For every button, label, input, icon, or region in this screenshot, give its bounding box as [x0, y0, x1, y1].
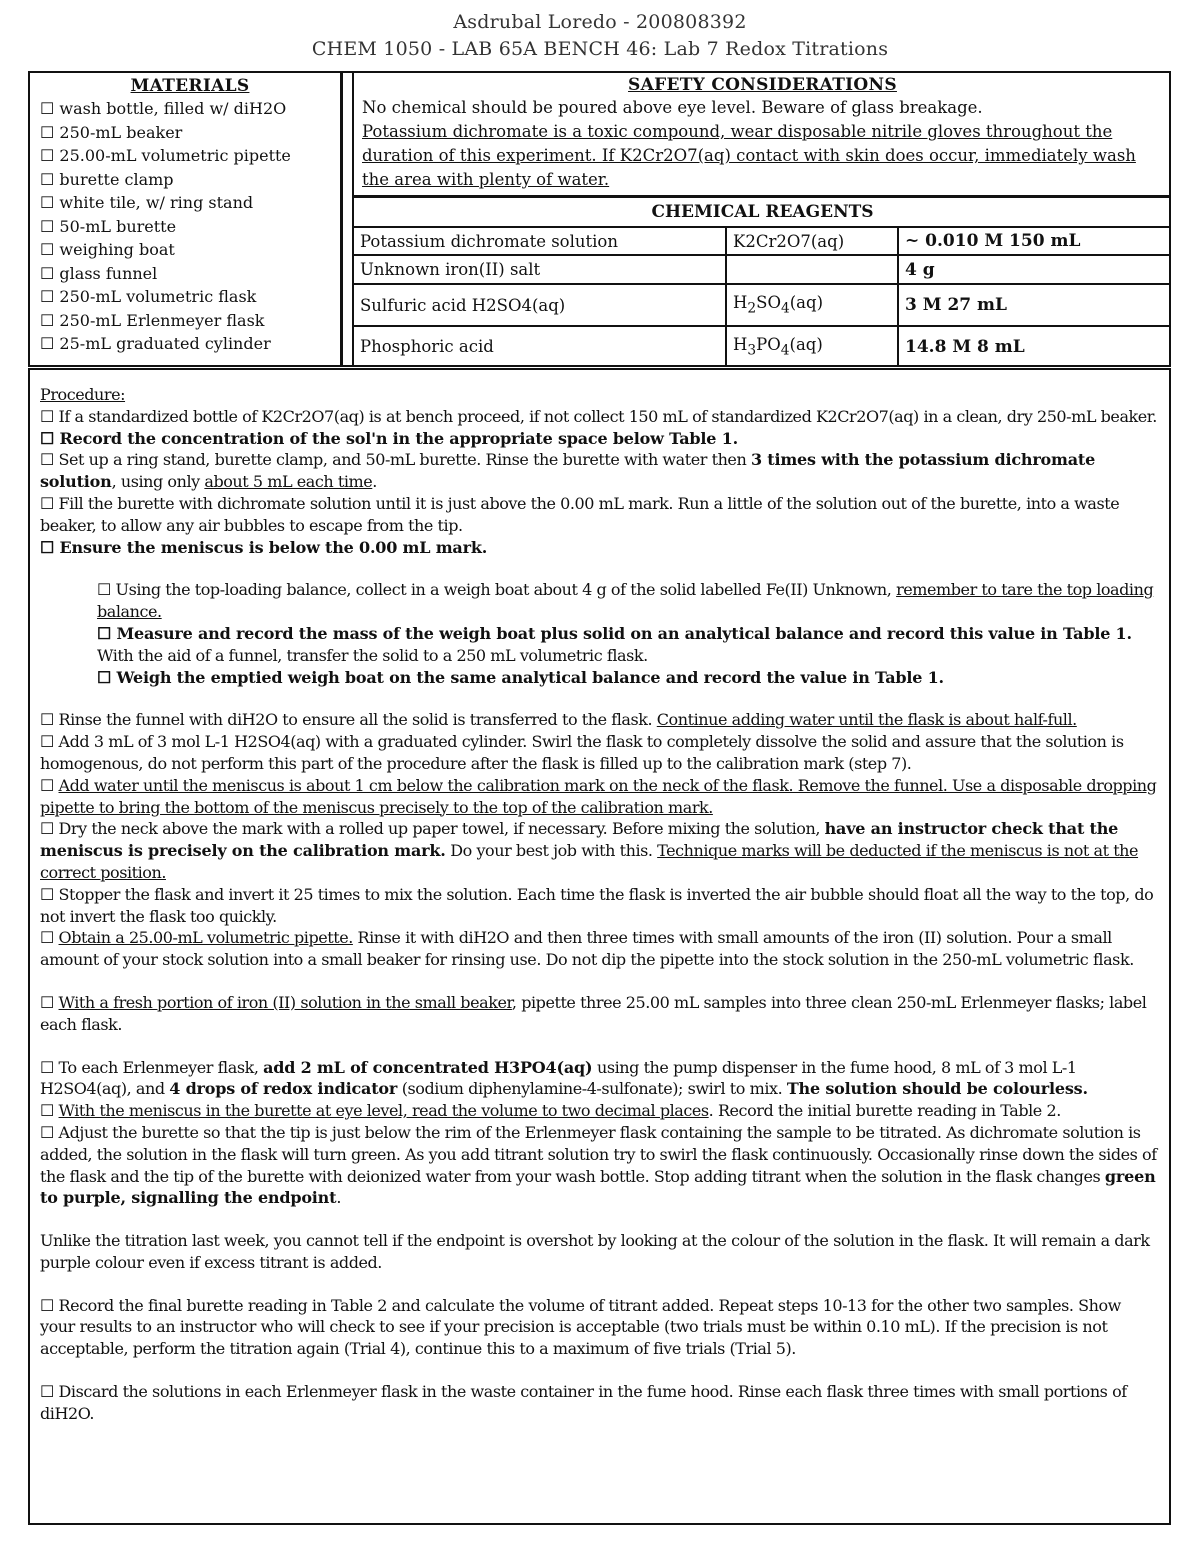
step-text: Rinse it with diH2O and then three times with small amounts of the iron (II) solution. Pour a small amount of your stock solution into a small beaker for rinsing use. Do not dip the pipette into the stock solution in the 250-mL volumetric flask.	[40, 928, 1134, 970]
step-text-bold: 4 drops of redox indicator	[169, 1079, 398, 1099]
procedure-step	[40, 537, 1159, 559]
step-text-underline: Add water until the meniscus is about 1 cm below the calibration mark on the neck of the flask. Remove the funnel. Use a disposable dropping pipette to bring the bottom of the meniscus precisely to the top of the calibration mark.	[40, 775, 1157, 817]
materials-item: ☐ glass funnel	[40, 263, 158, 283]
materials-item: ☐ white tile, w/ ring stand	[40, 193, 254, 212]
step-text: (sodium diphenylamine-4-sulfonate); swirl to mix.	[397, 1079, 787, 1099]
step-text: ☐ Rinse the funnel with diH2O to ensure all the solid is transferred to the flask.	[40, 710, 657, 730]
materials-list	[40, 97, 340, 356]
materials-item: ☐ 250-mL Erlenmeyer flask	[40, 310, 265, 330]
step-text: ☐	[40, 992, 59, 1012]
reagent-amount: 4 g	[898, 255, 1171, 284]
formula-part: (aq)	[789, 293, 824, 313]
reagent-formula	[726, 284, 898, 326]
step-text-bold: The solution should be colourless.	[786, 1079, 1088, 1099]
procedure-step	[40, 775, 1159, 819]
step-text-underline: remember to tare the top loading balance.	[97, 580, 1154, 622]
materials-panel	[28, 71, 343, 367]
procedure-step	[40, 709, 1159, 731]
step-text-bold: ☐ Ensure the meniscus is below the 0.00 mL mark.	[40, 537, 488, 557]
reagents-title: CHEMICAL REAGENTS	[354, 198, 1171, 227]
materials-item: ☐ weighing boat	[40, 240, 175, 259]
table-row	[354, 284, 1171, 326]
spacer	[40, 1360, 1159, 1381]
formula-part: H	[733, 293, 748, 313]
step-text: ☐ To each Erlenmeyer flask,	[40, 1057, 264, 1077]
step-text-underline: Technique marks will be deducted if the meniscus is not at the correct position.	[40, 841, 1139, 882]
procedure-title: Procedure:	[40, 385, 126, 404]
step-text: ☐	[40, 775, 59, 795]
reagent-amount: 3 M 27 mL	[898, 284, 1171, 326]
spacer	[40, 1209, 1159, 1230]
reagent-name: Phosphoric acid	[354, 326, 726, 366]
spacer	[40, 1274, 1159, 1295]
materials-title: MATERIALS	[130, 76, 250, 96]
step-text: ☐ Set up a ring stand, burette clamp, and 50-mL burette. Rinse the burette with water then	[40, 450, 751, 470]
procedure-step: ☐ Stopper the flask and invert it 25 times to mix the solution. Each time the flask is inverted the air bubble should float all the way to the top, do not invert the flask too quickly.	[40, 884, 1154, 926]
student-name-id: Asdrubal Loredo - 200808392	[453, 11, 747, 33]
safety-panel	[354, 71, 1171, 198]
step-text: ☐	[40, 928, 59, 948]
procedure-step	[97, 579, 1159, 623]
materials-item: ☐ burette clamp	[40, 169, 174, 189]
procedure-step	[40, 449, 1159, 493]
procedure-step	[97, 667, 1159, 689]
step-text-underline: about 5 mL each time	[204, 472, 373, 492]
table-row	[354, 326, 1171, 366]
step-text: Do your best job with this.	[445, 841, 658, 861]
spacer	[40, 971, 1159, 992]
procedure-step: ☐ If a standardized bottle of K2Cr2O7(aq) is at bench proceed, if not collect 150 mL of standardized K2Cr2O7(aq) in a clean, dry 250-mL beaker.	[40, 406, 1157, 426]
procedure-step	[40, 428, 1159, 450]
step-text-underline: Continue adding water until the flask is about half-full.	[656, 710, 1077, 730]
step-text: With the aid of a funnel, transfer the solid to a 250 mL volumetric flask.	[97, 645, 648, 665]
formula-part: PO	[756, 334, 781, 354]
safety-warning: Potassium dichromate is a toxic compound, wear disposable nitrile gloves throughout the duration of this experiment. If K2Cr2O7(aq) contact with skin does occur, immediately wash the area with plenty of water.	[362, 122, 1136, 189]
step-text: , using only	[111, 472, 205, 492]
reagent-formula	[726, 255, 898, 284]
procedure-note: Unlike the titration last week, you cannot tell if the endpoint is overshot by looking at the colour of the solution in the flask. It will remain a dark purple colour even if excess titrant is added.	[40, 1231, 1150, 1272]
spacer	[40, 688, 1159, 709]
reagent-name: Potassium dichromate solution	[354, 227, 726, 255]
procedure-step	[97, 623, 1159, 667]
materials-item: ☐ 25.00-mL volumetric pipette	[40, 146, 291, 165]
spacer	[40, 1036, 1159, 1057]
step-text-bold: ☐ Measure and record the mass of the weigh boat plus solid on an analytical balance and record this value in Table 1.	[97, 623, 1132, 643]
safety-line: No chemical should be poured above eye level. Beware of glass breakage.	[362, 98, 983, 117]
step-text-bold: add 2 mL of concentrated H3PO4(aq)	[263, 1057, 593, 1077]
step-text-bold: ☐ Weigh the emptied weigh boat on the same analytical balance and record the value in Table 1.	[97, 667, 944, 687]
reagent-name: Sulfuric acid H2SO4(aq)	[354, 284, 726, 326]
reagent-formula	[726, 326, 898, 366]
formula-subscript: 3	[747, 342, 757, 359]
step-text: .	[372, 472, 377, 492]
step-text: ☐ Using the top-loading balance, collect in a weigh boat about 4 g of the solid labelled Fe(II) Unknown,	[97, 580, 897, 600]
materials-item: ☐ wash bottle, filled w/ diH2O	[40, 99, 287, 118]
step-text: .	[336, 1188, 341, 1208]
table-row	[354, 227, 1171, 255]
procedure-step	[40, 1057, 1159, 1101]
formula-part: (aq)	[789, 334, 823, 354]
formula-subscript: 4	[780, 342, 790, 359]
step-text-bold: have an instructor check that the meniscus is precisely on the calibration mark.	[40, 819, 1119, 861]
step-text: using the pump dispenser in the fume hood, 8 mL of 3 mol L-1 H2SO4(aq), and	[40, 1057, 1077, 1099]
step-text-underline: With the meniscus in the burette at eye level, read the volume to two decimal places	[58, 1101, 709, 1121]
formula-subscript: 2	[747, 300, 757, 317]
step-text-bold: 3 times with the potassium dichromate solution	[40, 450, 1096, 492]
course-lab-title: CHEM 1050 - LAB 65A BENCH 46: Lab 7 Redox Titrations	[311, 38, 889, 60]
materials-item: ☐ 50-mL burette	[40, 216, 177, 236]
procedure-step: ☐ Add 3 mL of 3 mol L-1 H2SO4(aq) with a graduated cylinder. Swirl the flask to completely dissolve the solid and assure that the solution is homogenous, do not perform this part of the procedure after the flask is filled up to the calibration mark (step 7).	[40, 732, 1124, 773]
step-text-bold: ☐ Record the concentration of the sol'n in the appropriate space below Table 1.	[40, 428, 738, 448]
materials-item: ☐ 250-mL beaker	[40, 122, 183, 142]
safety-title: SAFETY CONSIDERATIONS	[628, 75, 897, 95]
reagent-amount: ~ 0.010 M 150 mL	[898, 227, 1171, 255]
reagent-formula: K2Cr2O7(aq)	[726, 227, 898, 255]
procedure-step	[40, 818, 1159, 883]
step-text: . Record the initial burette reading in Table 2.	[708, 1101, 1061, 1121]
step-text: ☐ Dry the neck above the mark with a rolled up paper towel, if necessary. Before mixing the solution,	[40, 819, 825, 839]
table-row	[354, 255, 1171, 284]
step-text: , pipette three 25.00 mL samples into three clean 250-mL Erlenmeyer flasks; label each flask.	[40, 992, 1147, 1034]
step-text-bold: green to purple, signalling the endpoint	[40, 1166, 1156, 1208]
procedure-step	[40, 992, 1159, 1036]
procedure-panel	[28, 368, 1171, 1525]
step-text: ☐	[40, 1101, 59, 1121]
procedure-step: ☐ Discard the solutions in each Erlenmeyer flask in the waste container in the fume hood. Rinse each flask three times with small portions of diH2O.	[40, 1382, 1127, 1423]
reagent-amount: 14.8 M 8 mL	[898, 326, 1171, 366]
reagent-name: Unknown iron(II) salt	[354, 255, 726, 284]
materials-item: ☐ 250-mL volumetric flask	[40, 287, 257, 306]
step-text-underline: With a fresh portion of iron (II) solution in the small beaker	[58, 992, 512, 1012]
reagents-table	[354, 198, 1171, 366]
step-text: ☐ Adjust the burette so that the tip is just below the rim of the Erlenmeyer flask containing the sample to be titrated. As dichromate solution is added, the solution in the flask will turn green. As you add titrant solution try to swirl the flask continuously. Occasionally rinse down the sides of the flask and the tip of the burette with deionized water from your wash bottle. Stop adding titrant when the solution in the flask changes	[40, 1122, 1157, 1186]
materials-item: ☐ 25-mL graduated cylinder	[40, 334, 271, 353]
procedure-step	[40, 927, 1159, 971]
weighing-steps	[40, 579, 1159, 688]
right-column	[352, 71, 1171, 367]
formula-part: SO	[756, 293, 781, 313]
step-text-underline: Obtain a 25.00-mL volumetric pipette.	[58, 928, 353, 948]
procedure-step: ☐ Record the final burette reading in Table 2 and calculate the volume of titrant added. Repeat steps 10-13 for the other two samples. Show your results to an instructor who will check to see if your precision is acceptable (two trials must be within 0.10 mL). If the precision is not acceptable, perform the titration again (Trial 4), continue this to a maximum of five trials (Trial 5).	[40, 1295, 1121, 1359]
procedure-step	[40, 1122, 1159, 1209]
spacer	[40, 558, 1159, 579]
procedure-step	[40, 1100, 1159, 1122]
procedure-step: ☐ Fill the burette with dichromate solution until it is just above the 0.00 mL mark. Run a little of the solution out of the burette, into a waste beaker, to allow any air bubbles to escape from the tip.	[40, 493, 1120, 535]
formula-part: H	[733, 334, 748, 354]
document-header	[0, 9, 1200, 63]
reagents-panel	[354, 198, 1171, 365]
formula-subscript: 4	[780, 300, 790, 317]
